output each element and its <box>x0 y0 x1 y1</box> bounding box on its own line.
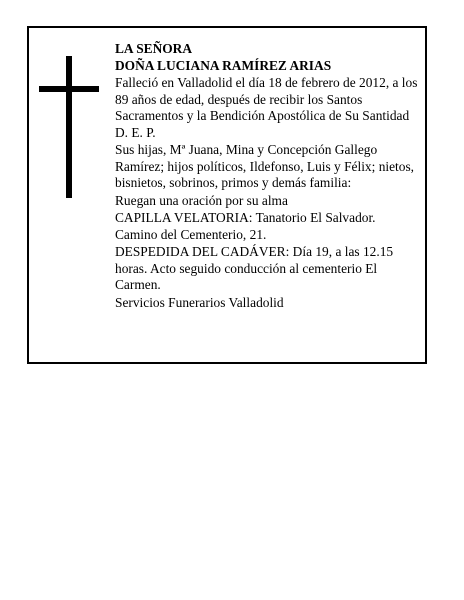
notice-title: LA SEÑORA <box>115 41 193 56</box>
deceased-name: DOÑA LUCIANA RAMÍREZ ARIAS <box>115 57 332 73</box>
cross-horizontal-bar <box>39 86 99 92</box>
cross-vertical-bar <box>66 56 72 198</box>
funeral-services: Servicios Funerarios Valladolid <box>115 294 284 310</box>
family-list: Sus hijas, Mª Juana, Mina y Concepción Gallego Ramírez; hijos políticos, Ildefonso, Luis y Félix; nietos, bisnietos, sobrinos, primos y demás familia: <box>115 142 415 190</box>
death-announcement: Falleció en Valladolid el día 18 de febrero de 2012, a los 89 años de edad, después de recibir los Santos Sacramentos y la Bendición Apostólica de Su Santidad <box>115 75 418 123</box>
obituary-notice <box>27 26 427 364</box>
farewell-info: DESPEDIDA DEL CADÁVER: Día 19, a las 12.15 horas. Acto seguido conducción al cementerio El Carmen. <box>115 244 394 292</box>
cross-icon <box>39 56 99 198</box>
prayer-request: Ruegan una oración por su alma <box>115 192 288 208</box>
notice-text <box>115 41 421 311</box>
chapel-info: CAPILLA VELATORIA: Tanatorio El Salvador. Camino del Cementerio, 21. <box>115 210 376 242</box>
dep-line: D. E. P. <box>115 124 156 140</box>
